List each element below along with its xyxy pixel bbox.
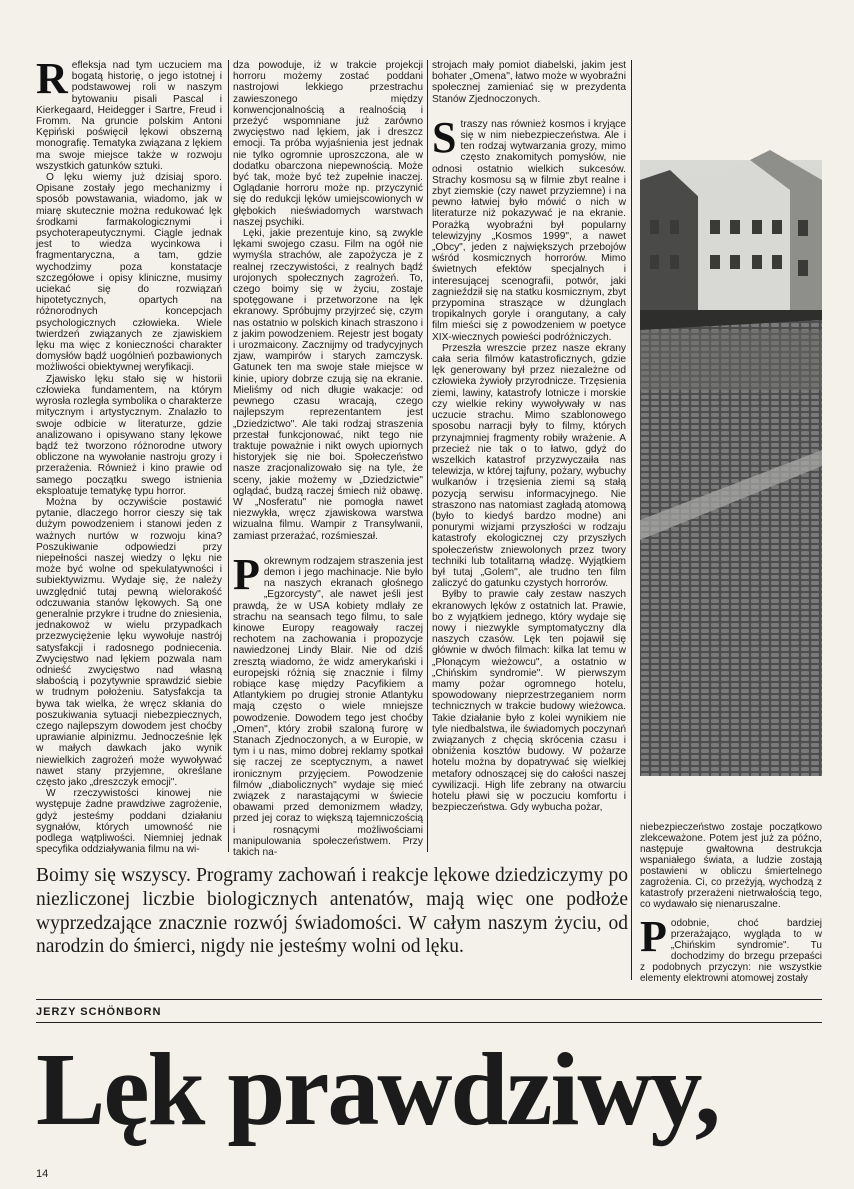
paragraph	[36, 54, 222, 172]
paragraph: Lęki, jakie prezentuje kino, są zwykle lękami swojego czasu. Film na ogół nie wymyśla strachów, ale zapożycza je z realnej rzeczywistości, z realnych bądź urojonych społecznych zagrożeń. To, czego boimy się w życiu, zostaje spotęgowane i przetworzone na lęk ekranowy. Spróbujmy przyjrzeć się, czym nas ostatnio w polskich kinach straszono i z jakim powodzeniem. Rejestr jest bogaty i urozmaicony. Zacznijmy od tradycyjnych zjaw, wampirów i starych zamczysk. Gatunek ten ma swoje stałe miejsce w kinie, upiory dobrze czują się na ekranie. Mieliśmy od nich długie wakacje: od pewnego czasu wracają, czego najlepszym reprezentantem jest „Dziedzictwo". Ale taki rodzaj straszenia przestał funkcjonować, nikt tego nie traktuje poważnie i nikt owych upiornych historyjek się nie boi. Społeczeństwo nasze zracjonalizowało się na tyle, że sceny, jakie możemy w „Dziedzictwie" oglądać, budzą raczej śmiech niż obawę. W „Nosferatu" nie pomogła nawet niezwykła, wręcz zjawiskowa warstwa wizualna filmu. Wampir z Transylwanii, zamiast przerażać, rozśmieszał.	[233, 228, 423, 542]
drop-cap: P	[233, 549, 260, 599]
lead-paragraph: Boimy się wszyscy. Programy zachowań i reakcje lękowe dziedziczymy po niezliczonej liczbie biologicznych antenatów, mają więc one podłoże wyprzedzające znacznie rozwój świadomości. W całym naszym życiu, od narodzin do śmierci, nigdy nie jesteśmy wolni od lęku.	[36, 865, 628, 958]
article-column-2	[233, 60, 423, 859]
paragraph: W rzeczywistości kinowej nie występuje żadne prawdziwe zagrożenie, gdyż jesteśmy poddani działaniu sygnałów, których umowność nie podlega wątpliwości. Niemniej jednak specyfika oddziaływania filmu na wi-	[36, 788, 222, 856]
horizontal-rule	[36, 1022, 822, 1023]
author-byline: JERZY SCHÖNBORN	[36, 1006, 162, 1018]
paragraph-text: efleksja nad tym uczuciem ma bogatą historię, o jego istotnej i podstawowej roli w naszym bytowaniu pisali Pascal i Kierkegaard, Heidegger i Sartre, Freud i Fromm. Na gruncie polskim Antoni Kępiński poświęcił lękowi obszerną monografię. Tematyka związana z lękiem ma swoje miejsce także w rozwoju wszystkich gatunków sztuki.	[36, 60, 222, 172]
article-column-4	[640, 822, 822, 990]
street-photo-icon	[640, 160, 822, 776]
article-column-3	[432, 60, 626, 852]
paragraph: Przeszła wreszcie przez nasze ekrany cała seria filmów katastroficznych, gdzie lęk generowany był przez niezależne od człowieka żywioły przyrodnicze. Trzęsienia ziemi, lawiny, katastrofy lotnicze i morskie czy wielkie rekiny wywoływały w nas uczucie strachu. Mimo szablonowego sposobu narracji były to filmy, których przynajmniej fragmenty robiły wrażenie. A przecież nie tak o to łatwo, gdyż do wszelkich katastrof przyzwyczaiła nas telewizja, w której tajfuny, pożary, wybuchy wulkanów i trzęsienia ziemi są stałą pozycją serwisu informacyjnego. Nie straszono nas natomiast zagładą atomową (było to kiedyś bardzo modne) ani ponurymi wizjami przyszłości w rodzaju katastrofy ekologicznej czy przyszłych społeczeństw zniewolonych przez twory techniki lub totalitarną władzę. Wyjątkiem był tutaj „Golem", ale trudno ten film zaliczyć do gatunku czystych horrorów.	[432, 342, 626, 590]
paragraph-text: okrewnym rodzajem straszenia jest demon i jego machinacje. Nie było na naszych ekranach głośnego „Egzorcysty", ale nawet jeśli jest prawdą, że w USA kobiety mdlały ze strachu na seansach tego filmu, to sale kinowe Europy reagowały raczej rechotem na zachowania i propozycje nawiedzonej Lindy Blair. Nie od dziś zresztą wiadomo, że widz amerykański i europejski różnią się znacznie i filmy robiące kasę między Pacyfikiem a Atlantykiem po drugiej stronie Atlantyku mają często o wiele mniejsze powodzenie. Dowodem tego jest choćby „Omen", który zrobił szaloną furorę w Stanach Zjednoczonych, a w Europie, w tym i u nas, mimo dobrej reklamy spotkał się raczej ze sceptycznym, a nawet ironicznym przyjęciem. Powodzenie filmów „diabolicznych" wydaje się mieć związek z narastającymi w świecie obawami przed demonizmem władzy, przed jej coraz to większą tajemniczością i rosnącymi możliwościami manipulowania społeczeństwem. Przy takich na-	[233, 555, 423, 859]
paragraph-text: odobnie, choć bardziej przerażająco, wygląda to w „Chińskim syndromie". Tu dochodzimy do brzegu przepaści z podobnych przyczyn: nie wszystkie elementy elektrowni atomowej zostały	[640, 918, 822, 984]
article-column-1	[36, 54, 222, 856]
paragraph: dza powoduje, iż w trakcie projekcji horroru możemy zostać poddani nastrojowi lekkiego przestrachu zawieszonego między konwencjonalnością a realnością i przeżyć wspomniane już zarówno zwycięstwo nad lękiem, jak i dreszcz emocji. Ta próba wyjaśnienia jest jednak nie tylko ogromnie uproszczona, ale w dodatku obarczona niepewnością. Może być tak, może być też zupełnie inaczej. Oglądanie horroru może np. przyczynić się do redukcji lęków umiejscowionych w głębokich nieświadomych warstwach naszej psychiki.	[233, 60, 423, 228]
article-title: Lęk prawdziwy,	[36, 1032, 719, 1147]
horizontal-rule	[36, 999, 822, 1000]
paragraph	[233, 549, 423, 859]
paragraph: O lęku wiemy już dzisiaj sporo. Opisane zostały jego mechanizmy i sposób powstawania, wiadomo, jak w miarę skutecznie można redukować lęk środkami farmakologicznymi i psychoterapeutycznymi. Ciągle jednak jest to wiedza wycinkowa i fragmentaryczna, a tam, gdzie wychodzimy poza konstatacje szczegółowe i opisy kliniczne, musimy uciekać się do rozwiązań hipotetycznych, opartych na różnorodnych koncepcjach psychologicznych człowieka. Wiele twierdzeń związanych ze zjawiskiem lęku ma więc z konieczności charakter domysłów bądź uogólnień pozbawionych możliwości obiektywnej weryfikacji.	[36, 172, 222, 374]
paragraph	[640, 912, 822, 984]
column-divider	[228, 60, 229, 852]
drop-cap: S	[432, 112, 457, 162]
street-photo	[640, 160, 822, 776]
paragraph: Byłby to prawie cały zestaw naszych ekranowych lęków z ostatnich lat. Prawie, bo z wyjątkiem jednego, który wydaje się nowy i niezwykle symptomatyczny dla naszych czasów. Lęk ten pojawił się głównie w dwóch filmach: kilka lat temu w „Płonącym wieżowcu", a ostatnio w „Chińskim syndromie". W pierwszym mamy pożar ogromnego hotelu, spowodowany nieprzestrzeganiem norm technicznych w trakcie budowy wieżowca. Takie działanie było z kolei wynikiem nie tyle niedbalstwa, ile świadomych poczynań związanych z chęcią skrócenia czasu i obniżenia kosztów budowy. W pożarze hotelu można by dopatrywać się wielkiej metafory odnoszącej się do całości naszej cywilizacji. High life zebrany na otwarciu hotelu pławi się w poczuciu komfortu i bezpieczeństwa. Gdy wybucha pożar,	[432, 589, 626, 814]
page-number: 14	[36, 1168, 49, 1180]
paragraph: Zjawisko lęku stało się w historii człowieka fundamentem, na którym wyrosła rozległa symbolika o charakterze mitycznym i artystycznym. Znalazło to swoje odbicie w literaturze, gdzie analizowano i opisywano stany lękowe bądź też tworzono różnorodne utwory obliczone na wywołanie nastroju grozy i przerażenia. Również i kino prawie od samego początku swego istnienia eksploatuje tematykę typu horror.	[36, 373, 222, 497]
paragraph: strojach mały pomiot diabelski, jakim jest bohater „Omena", łatwo może w wyobraźni społecznej zamieniać się w prezydenta Stanów Zjednoczonych.	[432, 60, 626, 105]
drop-cap: P	[640, 912, 667, 961]
column-divider	[631, 60, 632, 980]
column-divider	[427, 60, 428, 852]
paragraph: Można by oczywiście postawić pytanie, dlaczego horror cieszy się tak dużym powodzeniem i stanowi jeden z ważnych nurtów w rozwoju kina? Poszukiwanie odpowiedzi przy niepełności naszej wiedzy o lęku nie może być wolne od spekulatywności i subiektywizmu. Wydaje się, że należy uwzględnić tutaj pewną wielorakość odczuwania stanów lękowych. Są one generalnie przykre i trudne do zniesienia, jednakowoż w wielu przypadkach przezwyciężenie lęku wywołuje nastrój satysfakcji i radosnego podniecenia. Zwycięstwo nad lękiem pozwala nam odnieść zwycięstwo nad własną słabością i pozytywnie sprawdzić siebie w trudnym położeniu. Satysfakcja ta bywa tak wielka, że wręcz skłania do poszukiwania sytuacji niebezpiecznych, czego najlepszym dowodem jest choćby uprawianie alpinizmu. Jednocześnie lęk w małych dawkach jako wynik niewielkich zagrożeń może wywoływać nawet stany przyjemne, określane często jako „dreszczyk emocji".	[36, 496, 222, 788]
paragraph	[432, 112, 626, 343]
paragraph-text: traszy nas również kosmos i kryjące się w nim niebezpieczeństwa. Ale i ten rodzaj wytwarzania grozy, mimo często znakomitych pomysłów, nie odnosi ostatnio wielkich sukcesów. Strachy kosmosu są w filmie zbyt realne i zbyt ziemskie (czy nawet przyziemne) i na pewno łatwiej było mówić o nich w literaturze niż pokazywać je na ekranie. Porażką wyobraźni był popularny telewizyjny „Kosmos 1999", a nawet „Obcy", jeden z największych przebojów wśród kosmicznych horrorów. Mimo świetnych efektów specjalnych i interesującej scenografii, potwór, jaki zagnieździł się na statku kosmicznym, zbyt przypomina straszące w dżunglach tropikalnych goryle i orangutany, a cały film mieści się z powodzeniem w poetyce XIX-wiecznych powieści podróżniczych.	[432, 118, 626, 343]
paragraph: niebezpieczeństwo zostaje początkowo zlekceważone. Potem jest już za późno, następuje gwałtowna destrukcja wspaniałego świata, a ludzie zostają postawieni w obliczu śmiertelnego zagrożenia. Ci, co przeżyją, wychodzą z katastrofy przerażeni nietrwałością tego, co wydawało się nienaruszalne.	[640, 822, 822, 910]
drop-cap: R	[36, 54, 68, 103]
